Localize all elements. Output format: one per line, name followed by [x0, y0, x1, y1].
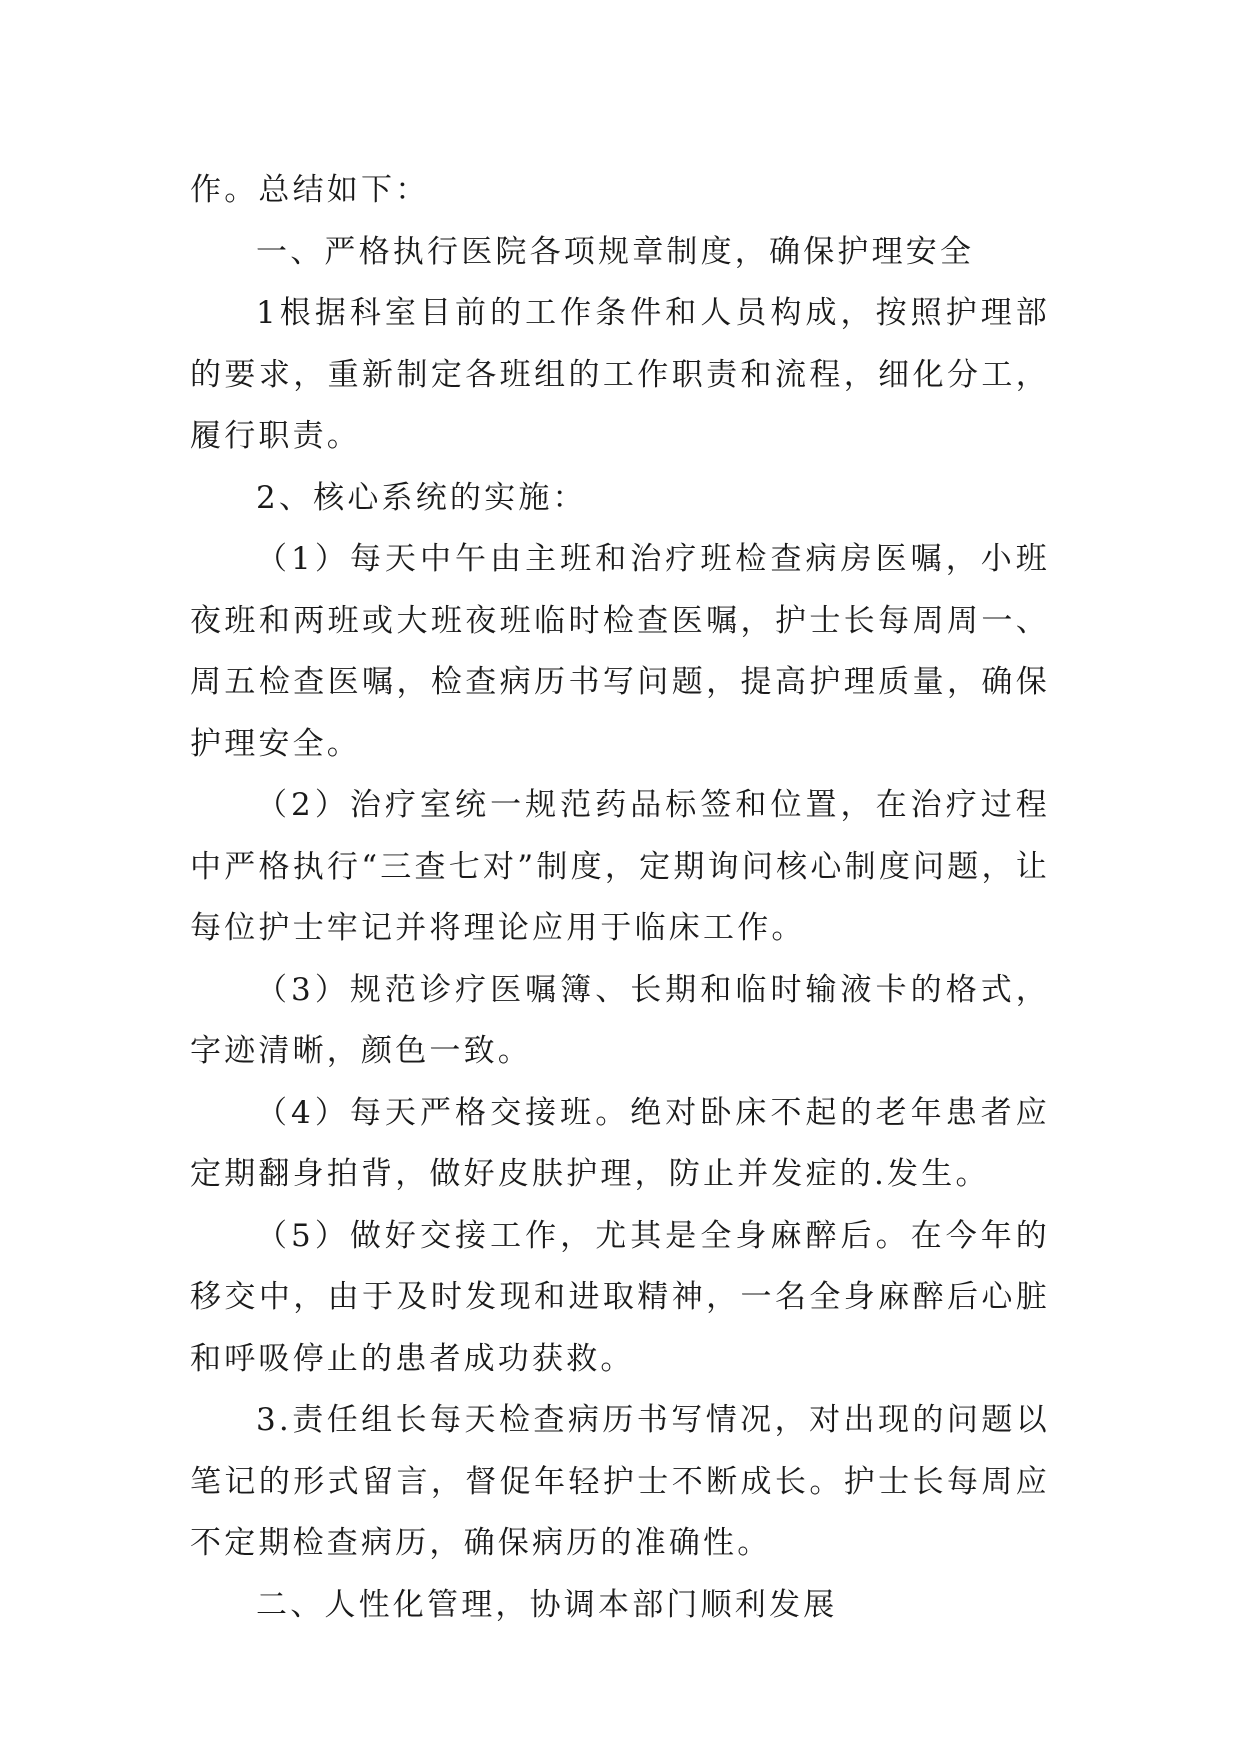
paragraph-item-2: 2、核心系统的实施：: [256, 479, 587, 516]
paragraph-subitem-5: （5）做好交接工作，尤其是全身麻醉后。在今年的移交中，由于及时发现和进取精神，一名全身麻醉后心脏和呼吸停止的患者成功获救。: [190, 1217, 1050, 1377]
paragraph-subitem-3: （3）规范诊疗医嘱簿、长期和临时输液卡的格式，字迹清晰，颜色一致。: [190, 971, 1050, 1069]
paragraph-subitem-4: （4）每天严格交接班。绝对卧床不起的老年患者应定期翻身拍背，做好皮肤护理，防止并发症的.发生。: [190, 1094, 1050, 1192]
section-heading-2: 二、人性化管理，协调本部门顺利发展: [256, 1586, 838, 1623]
paragraph-continuation: 作。总结如下：: [190, 172, 430, 208]
paragraph-item-1: 1根据科室目前的工作条件和人员构成，按照护理部的要求，重新制定各班组的工作职责和流程，细化分工，履行职责。: [190, 295, 1050, 454]
paragraph-subitem-2: （2）治疗室统一规范药品标签和位置，在治疗过程中严格执行“三查七对”制度，定期询问核心制度问题，让每位护士牢记并将理论应用于临床工作。: [190, 787, 1050, 946]
document-body: [190, 160, 1050, 1636]
section-heading-1: 一、严格执行医院各项规章制度，确保护理安全: [256, 233, 975, 270]
paragraph-item-3: 3.责任组长每天检查病历书写情况，对出现的问题以笔记的形式留言，督促年轻护士不断成长。护士长每周应不定期检查病历，确保病历的准确性。: [190, 1402, 1050, 1561]
paragraph-subitem-1: （1）每天中午由主班和治疗班检查病房医嘱，小班夜班和两班或大班夜班临时检查医嘱，护士长每周周一、周五检查医嘱，检查病历书写问题，提高护理质量，确保护理安全。: [190, 541, 1050, 762]
